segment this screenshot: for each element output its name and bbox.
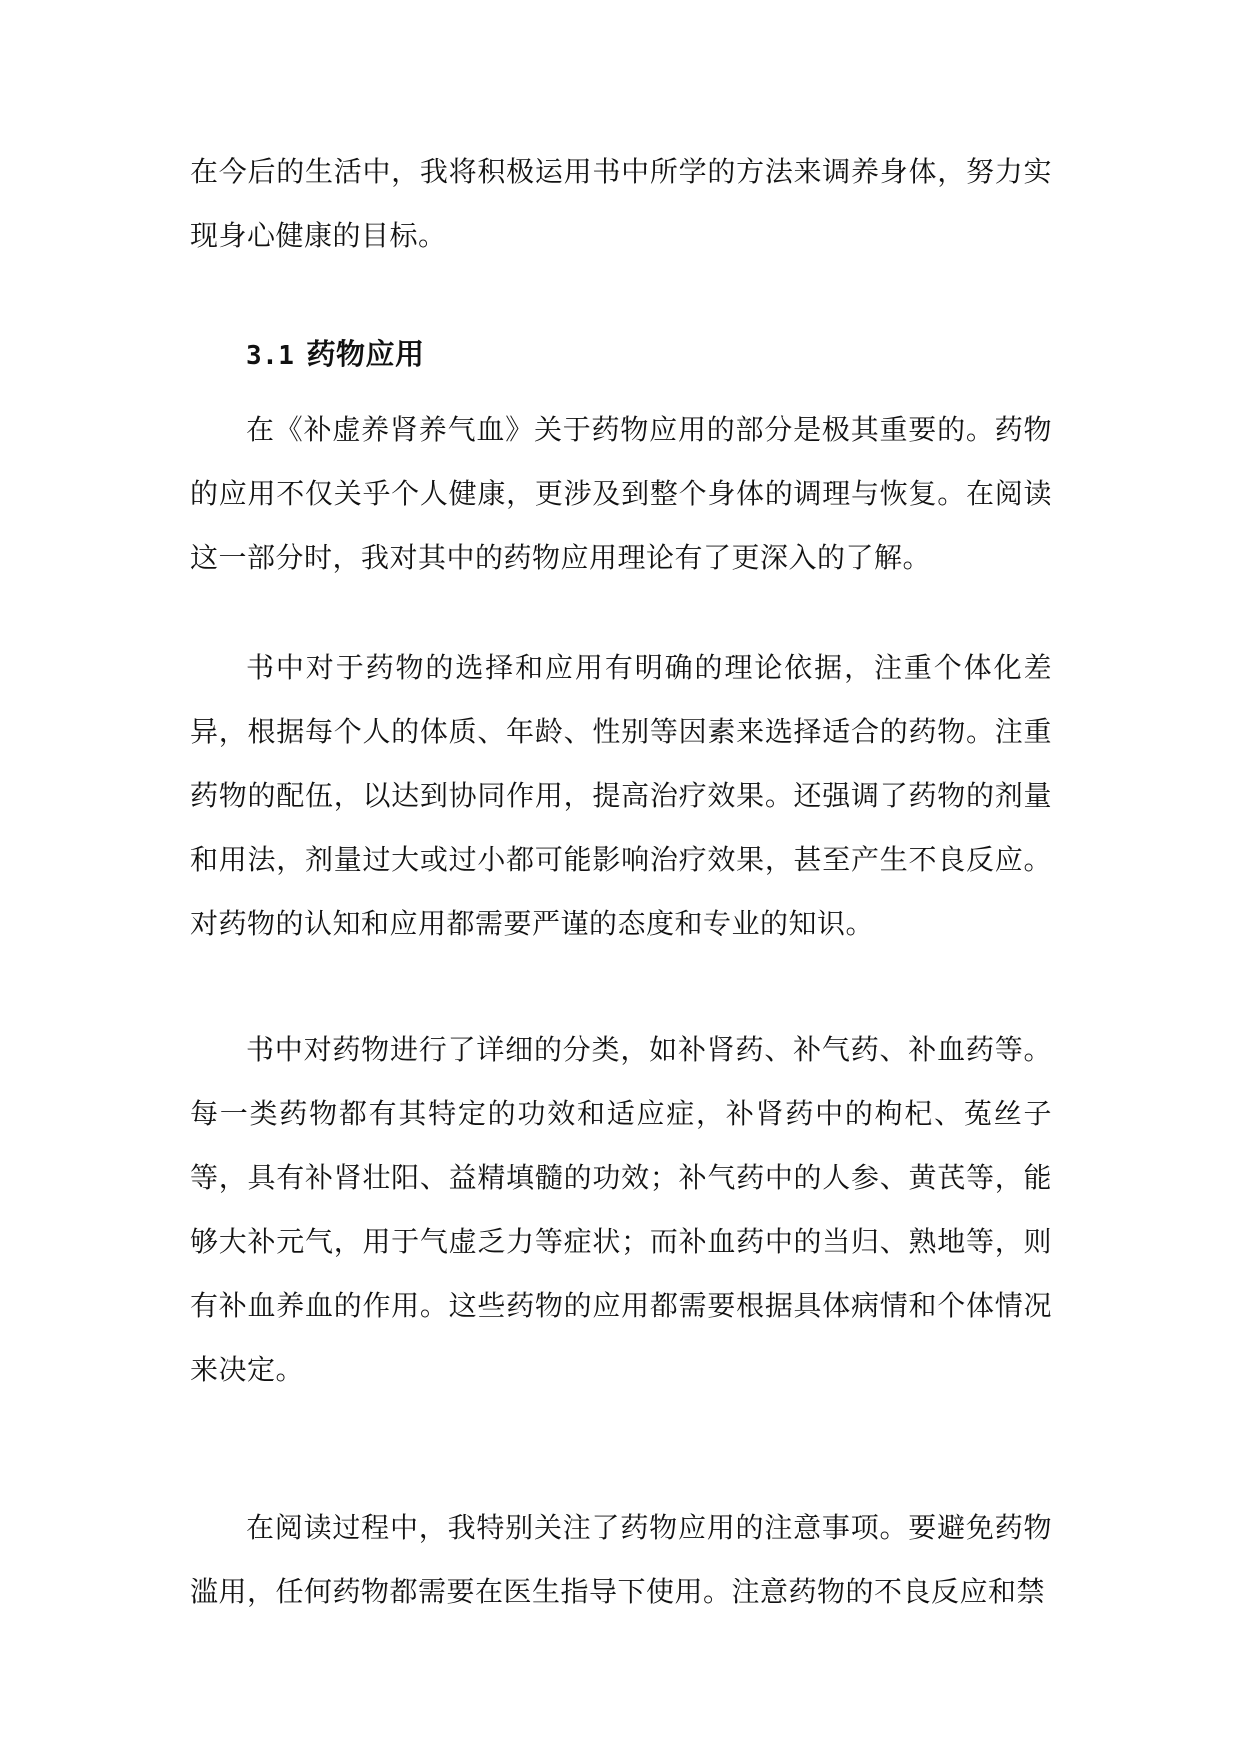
intro-paragraph: 在今后的生活中，我将积极运用书中所学的方法来调养身体，努力实现身心健康的目标。 bbox=[190, 155, 1052, 252]
body-paragraph: 在《补虚养肾养气血》关于药物应用的部分是极其重要的。药物的应用不仅关乎个人健康，更涉及到整个身体的调理与恢复。在阅读这一部分时，我对其中的药物应用理论有了更深入的了解。 bbox=[190, 413, 1052, 574]
body-paragraph: 书中对于药物的选择和应用有明确的理论依据，注重个体化差异，根据每个人的体质、年龄、性别等因素来选择适合的药物。注重药物的配伍，以达到协同作用，提高治疗效果。还强调了药物的剂量和用法，剂量过大或过小都可能影响治疗效果，甚至产生不良反应。对药物的认知和应用都需要严谨的态度和专业的知识。 bbox=[190, 651, 1052, 940]
section-title: 药物应用 bbox=[306, 337, 425, 371]
section-number: 3.1 bbox=[246, 341, 295, 371]
section-heading bbox=[246, 322, 424, 388]
body-paragraph: 书中对药物进行了详细的分类，如补肾药、补气药、补血药等。每一类药物都有其特定的功效和适应症，补肾药中的枸杞、菟丝子等，具有补肾壮阳、益精填髓的功效；补气药中的人参、黄芪等，能够大补元气，用于气虚乏力等症状；而补血药中的当归、熟地等，则有补血养血的作用。这些药物的应用都需要根据具体病情和个体情况来决定。 bbox=[190, 1033, 1052, 1386]
body-paragraph: 在阅读过程中，我特别关注了药物应用的注意事项。要避免药物滥用，任何药物都需要在医生指导下使用。注意药物的不良反应和禁 bbox=[190, 1511, 1052, 1608]
